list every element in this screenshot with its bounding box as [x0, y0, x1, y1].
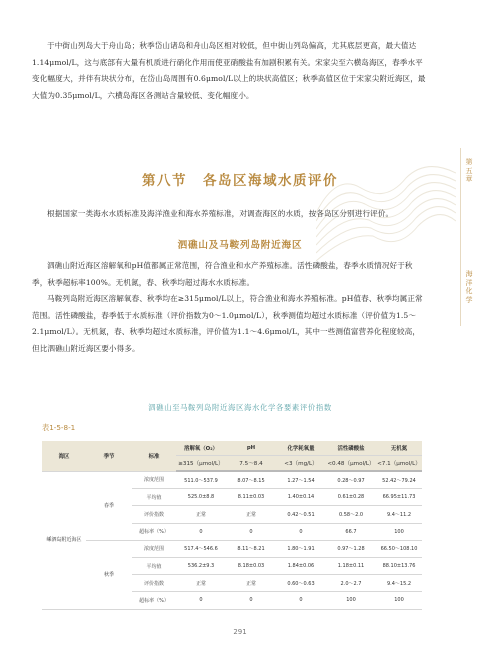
- cell: 88.10±13.76: [376, 557, 422, 574]
- cell: 8.11～8.21: [226, 540, 276, 557]
- paragraph-maanliedao: 马鞍列岛附近海区溶解氧春、秋季均在≥315μmol/L以上，符合渔业和海水养殖标准。pH值春、秋季均属正常范围。活性磷酸盐，春季低于水质标准（评价指数为0～1.0μmol/L），秋季测值均超过水质标准（评价值为1.5～2.1μmol/L）。无机氮，春、秋季均超过水质标准，评价值为1.1～4.6μmol/L，其中一些测值富营养化程度较高，但比泗礁山附近海区要小得多。: [32, 294, 423, 353]
- cell: 0: [226, 523, 276, 540]
- chapter-label: 第五章: [465, 158, 473, 184]
- cell: 0.28～0.97: [326, 471, 376, 489]
- cell: 0: [276, 523, 326, 540]
- season-spring: 春季: [86, 471, 132, 540]
- paragraph-intro: 根据国家一类海水水质标准及海洋渔业和海水养殖标准，对调查海区的水质，按各岛区分别进行评价。: [47, 209, 394, 218]
- region-cell: 嵊泗岛附近海区: [42, 471, 86, 609]
- chapter-sidebar: [452, 148, 480, 326]
- cell: 9.4～15.2: [376, 575, 422, 592]
- cell: 525.0±8.8: [176, 489, 226, 506]
- cell: 正常: [176, 575, 226, 592]
- header-ph: pH: [226, 441, 276, 456]
- cell: 100: [326, 592, 376, 609]
- table-row: [42, 471, 422, 489]
- sidebar-line: [460, 148, 461, 326]
- cell: 8.18±0.03: [226, 557, 276, 574]
- header-nitrogen: 无机氮: [376, 441, 422, 456]
- header-season: 季节: [86, 441, 132, 471]
- header-row: [42, 441, 422, 456]
- subsection-title: 泗礁山及马鞍列岛附近海区: [177, 240, 303, 251]
- cell: 517.4～546.6: [176, 540, 226, 557]
- standard-do: ≥315（μmol/L）: [176, 456, 226, 472]
- cell: 1.18±0.11: [326, 557, 376, 574]
- section-title: [0, 169, 480, 189]
- cell: 8.11±0.03: [226, 489, 276, 506]
- section-name: 各岛区海域水质评价: [203, 173, 338, 189]
- row-label: 超标率（%）: [132, 523, 176, 540]
- row-label: 评价指数: [132, 575, 176, 592]
- standard-nitrogen: <7.1（μmol/L）: [376, 456, 422, 472]
- row-label: 平均值: [132, 489, 176, 506]
- standard-phosphate: <0.48（μmol/L）: [326, 456, 376, 472]
- cell: 0.61±0.28: [326, 489, 376, 506]
- cell: 100: [376, 523, 422, 540]
- cell: 0.42～0.51: [276, 506, 326, 523]
- standard-ph: 7.5～8.4: [226, 456, 276, 472]
- water-quality-table: [42, 441, 422, 610]
- section-number: 第八节: [142, 173, 187, 189]
- paragraph-nitrite: 于中街山列岛大于舟山岛；秋季岱山诸岛和舟山岛区相对较低，但中街山列岛偏高，尤其底层更高，最大值达1.14μmol/L，这与底部有大量有机质进行硝化作用而使亚硝酸盐有加剧积累有关。宋家尖至六横岛海区，春季水平变化幅度大，并伴有块状分布，在岱山岛周围有0.6μmol/L以上的块状高值区；秋季高值区位于宋家尖附近海区，最大值为0.35μmol/L，六横岛海区各测站含量较低、变化幅度小。: [32, 41, 426, 100]
- cell: 66.50～108.10: [376, 540, 422, 557]
- row-label: 浓度范围: [132, 471, 176, 489]
- cell: 0: [176, 592, 226, 609]
- row-label: 浓度范围: [132, 540, 176, 557]
- table-number: 表1-5-8-1: [42, 423, 76, 432]
- header-phosphate: 活性磷酸盐: [326, 441, 376, 456]
- row-label: 平均值: [132, 557, 176, 574]
- cell: 1.40±0.14: [276, 489, 326, 506]
- cell: 66.7: [326, 523, 376, 540]
- header-indicator: 标准: [132, 441, 176, 471]
- table-row: [42, 540, 422, 557]
- cell: 正常: [226, 506, 276, 523]
- cell: 100: [376, 592, 422, 609]
- row-label: 评价指数: [132, 506, 176, 523]
- table-caption: 泗礁山至马鞍列岛附近海区海水化学各要素评价指数: [148, 403, 332, 412]
- cell: 2.0～2.7: [326, 575, 376, 592]
- header-do: 溶解氧（O₂）: [176, 441, 226, 456]
- cell: 66.95±11.73: [376, 489, 422, 506]
- cell: 9.4～11.2: [376, 506, 422, 523]
- cell: 0.58～2.0: [326, 506, 376, 523]
- book-label: 海洋化学: [465, 270, 473, 304]
- cell: 0: [176, 523, 226, 540]
- cell: 511.0～537.9: [176, 471, 226, 489]
- header-region: 海区: [42, 441, 86, 471]
- cell: 1.27～1.54: [276, 471, 326, 489]
- cell: 0.60～0.63: [276, 575, 326, 592]
- cell: 0.97～1.28: [326, 540, 376, 557]
- standard-cod: <3（mg/L）: [276, 456, 326, 472]
- cell: 536.2±9.3: [176, 557, 226, 574]
- cell: 52.42～79.24: [376, 471, 422, 489]
- cell: 正常: [176, 506, 226, 523]
- row-label: 超标率（%）: [132, 592, 176, 609]
- cell: 1.84±0.06: [276, 557, 326, 574]
- cell: 0: [226, 592, 276, 609]
- page-number: 291: [233, 628, 247, 636]
- cell: 0: [276, 592, 326, 609]
- season-autumn: 秋季: [86, 540, 132, 609]
- cell: 正常: [226, 575, 276, 592]
- cell: 1.80～1.91: [276, 540, 326, 557]
- header-cod: 化学耗氧量: [276, 441, 326, 456]
- cell: 8.07～8.15: [226, 471, 276, 489]
- paragraph-sijiaoshan: 泗礁山附近海区溶解氧和pH值都属正常范围，符合渔业和水产养殖标准。活性磷酸盐，春季水质情况好于秋季，秋季超标率100%。无机氮，春、秋季均超过海水水质标准。: [32, 261, 413, 287]
